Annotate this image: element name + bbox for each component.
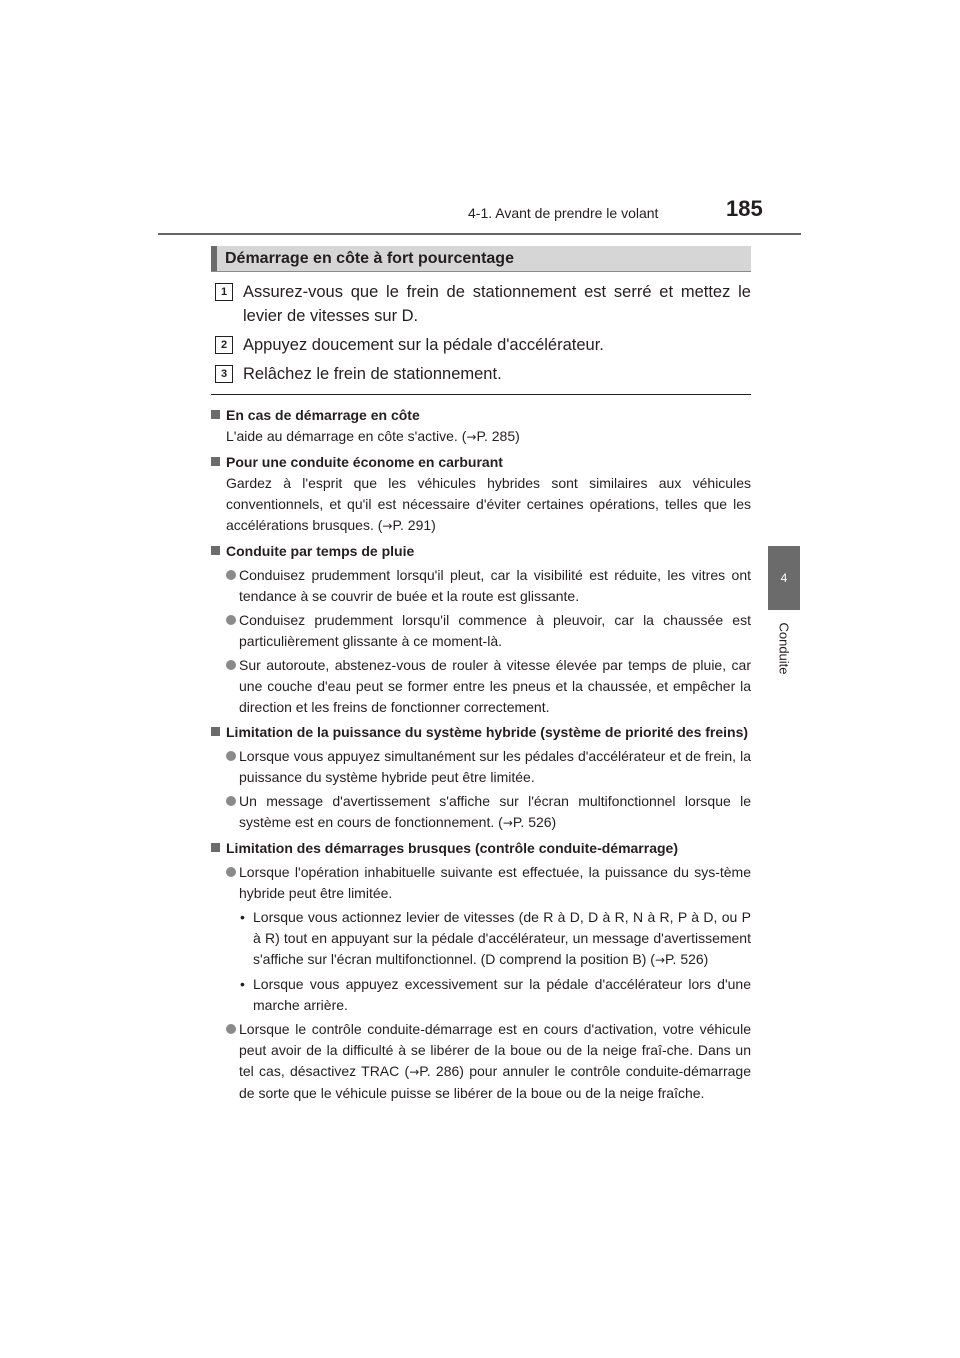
step-number-badge: 1: [215, 283, 233, 301]
notes-block: [211, 401, 751, 1104]
chapter-number: 4: [780, 571, 788, 585]
note-body: L'aide au démarrage en côte s'active. (→P. 285): [226, 428, 520, 444]
step-text: Appuyez doucement sur la pédale d'accélérateur.: [243, 336, 604, 354]
circle-bullet-icon: [226, 796, 236, 806]
note-heading: [211, 541, 751, 562]
note-heading-text: Limitation de la puissance du système hybride (système de priorité des freins): [226, 724, 749, 740]
arrow-right-icon: →: [409, 1065, 420, 1079]
square-bullet-icon: [211, 546, 220, 555]
step-text: Assurez-vous que le frein de stationnement est serré et mettez le levier de vitesses sur D.: [243, 283, 751, 325]
section-heading: [211, 246, 751, 272]
bullet-item: Conduisez prudemment lorsqu'il commence à pleuvoir, car la chaussée est particulièrement glissante à ce moment-là.: [211, 610, 751, 652]
square-bullet-icon: [211, 410, 220, 419]
header-rule: [158, 233, 801, 235]
step-item: [215, 362, 751, 386]
chapter-tab: [768, 546, 800, 610]
step-number-badge: 3: [215, 365, 233, 383]
arrow-right-icon: →: [466, 430, 477, 444]
square-bullet-icon: [211, 727, 220, 736]
circle-bullet-icon: [226, 615, 236, 625]
note-heading: [211, 722, 751, 743]
circle-bullet-icon: [226, 660, 236, 670]
note-heading-text: Pour une conduite économe en carburant: [226, 454, 503, 470]
sub-item: • Lorsque vous actionnez levier de vitesses (de R à D, D à R, N à R, P à D, ou P à R) tout en appuyant sur la pédale d'accélérateur, un message d'avertissement s'affiche sur l'écran multifonctionnel. (D comprend la position B) (→P. 526): [240, 909, 751, 967]
section-heading-bar: [211, 246, 217, 271]
page-number: 185: [726, 196, 763, 221]
square-bullet-icon: [211, 457, 220, 466]
step-item: [215, 333, 751, 357]
bullet-item: Sur autoroute, abstenez-vous de rouler à vitesse élevée par temps de pluie, car une couche d'eau peut se former entre les pneus et la chaussée, et empêcher la direction et les freins de fonctionner correctement.: [211, 655, 751, 718]
sub-bullet-mark: •: [240, 976, 245, 992]
arrow-right-icon: →: [654, 953, 665, 967]
section-title: Démarrage en côte à fort pourcentage: [225, 250, 514, 267]
circle-bullet-icon: [226, 570, 236, 580]
circle-bullet-icon: [226, 1024, 236, 1034]
sub-item: • Lorsque vous appuyez excessivement sur la pédale d'accélérateur lors d'une marche arrière.: [240, 976, 751, 1013]
chapter-label-text: Conduite: [776, 621, 792, 675]
bullet-item: Lorsque vous appuyez simultanément sur les pédales d'accélérateur et de frein, la puissance du système hybride peut être limitée.: [211, 746, 751, 788]
note-heading-text: Conduite par temps de pluie: [226, 543, 415, 559]
circle-bullet-icon: [226, 867, 236, 877]
square-bullet-icon: [211, 843, 220, 852]
note-heading-text: En cas de démarrage en côte: [226, 407, 420, 423]
arrow-right-icon: →: [382, 519, 393, 533]
note-heading: [211, 838, 751, 859]
bullet-item: Lorsque l'opération inhabituelle suivante est effectuée, la puissance du sys-tème hybride peut être limitée.: [211, 862, 751, 904]
circle-bullet-icon: [226, 751, 236, 761]
bullet-item: Un message d'avertissement s'affiche sur l'écran multifonctionnel lorsque le système est en cours de fonctionnement. (→P. 526): [211, 791, 751, 834]
note-heading: [211, 452, 751, 473]
step-list: [215, 280, 751, 391]
sub-bullet-mark: •: [240, 909, 245, 925]
step-item: [215, 280, 751, 328]
bullet-item: Lorsque le contrôle conduite-démarrage est en cours d'activation, votre véhicule peut avoir de la difficulté à se libérer de la boue ou de la neige fraî-che. Dans un tel cas, désactivez TRAC (→P. 286) pour annuler le contrôle conduite-démarrage de sorte que le véhicule puisse se libérer de la boue ou de la neige fraîche.: [211, 1019, 751, 1104]
note-heading: [211, 405, 751, 426]
header-section-title: 4-1. Avant de prendre le volant: [468, 205, 659, 221]
arrow-right-icon: →: [502, 816, 513, 830]
step-text: Relâchez le frein de stationnement.: [243, 365, 502, 383]
note-body: Gardez à l'esprit que les véhicules hybrides sont similaires aux véhicules conventionnels, et qu'il est nécessaire d'éviter certaines opérations, telles que les accélérations brusques. (→P. 291): [226, 475, 751, 533]
chapter-label: [770, 618, 798, 678]
note-heading-text: Limitation des démarrages brusques (contrôle conduite-démarrage): [226, 840, 678, 856]
step-number-badge: 2: [215, 336, 233, 354]
section-divider: [211, 394, 751, 395]
bullet-item: Conduisez prudemment lorsqu'il pleut, car la visibilité est réduite, les vitres ont tendance à se couvrir de buée et la route est glissante.: [211, 565, 751, 607]
